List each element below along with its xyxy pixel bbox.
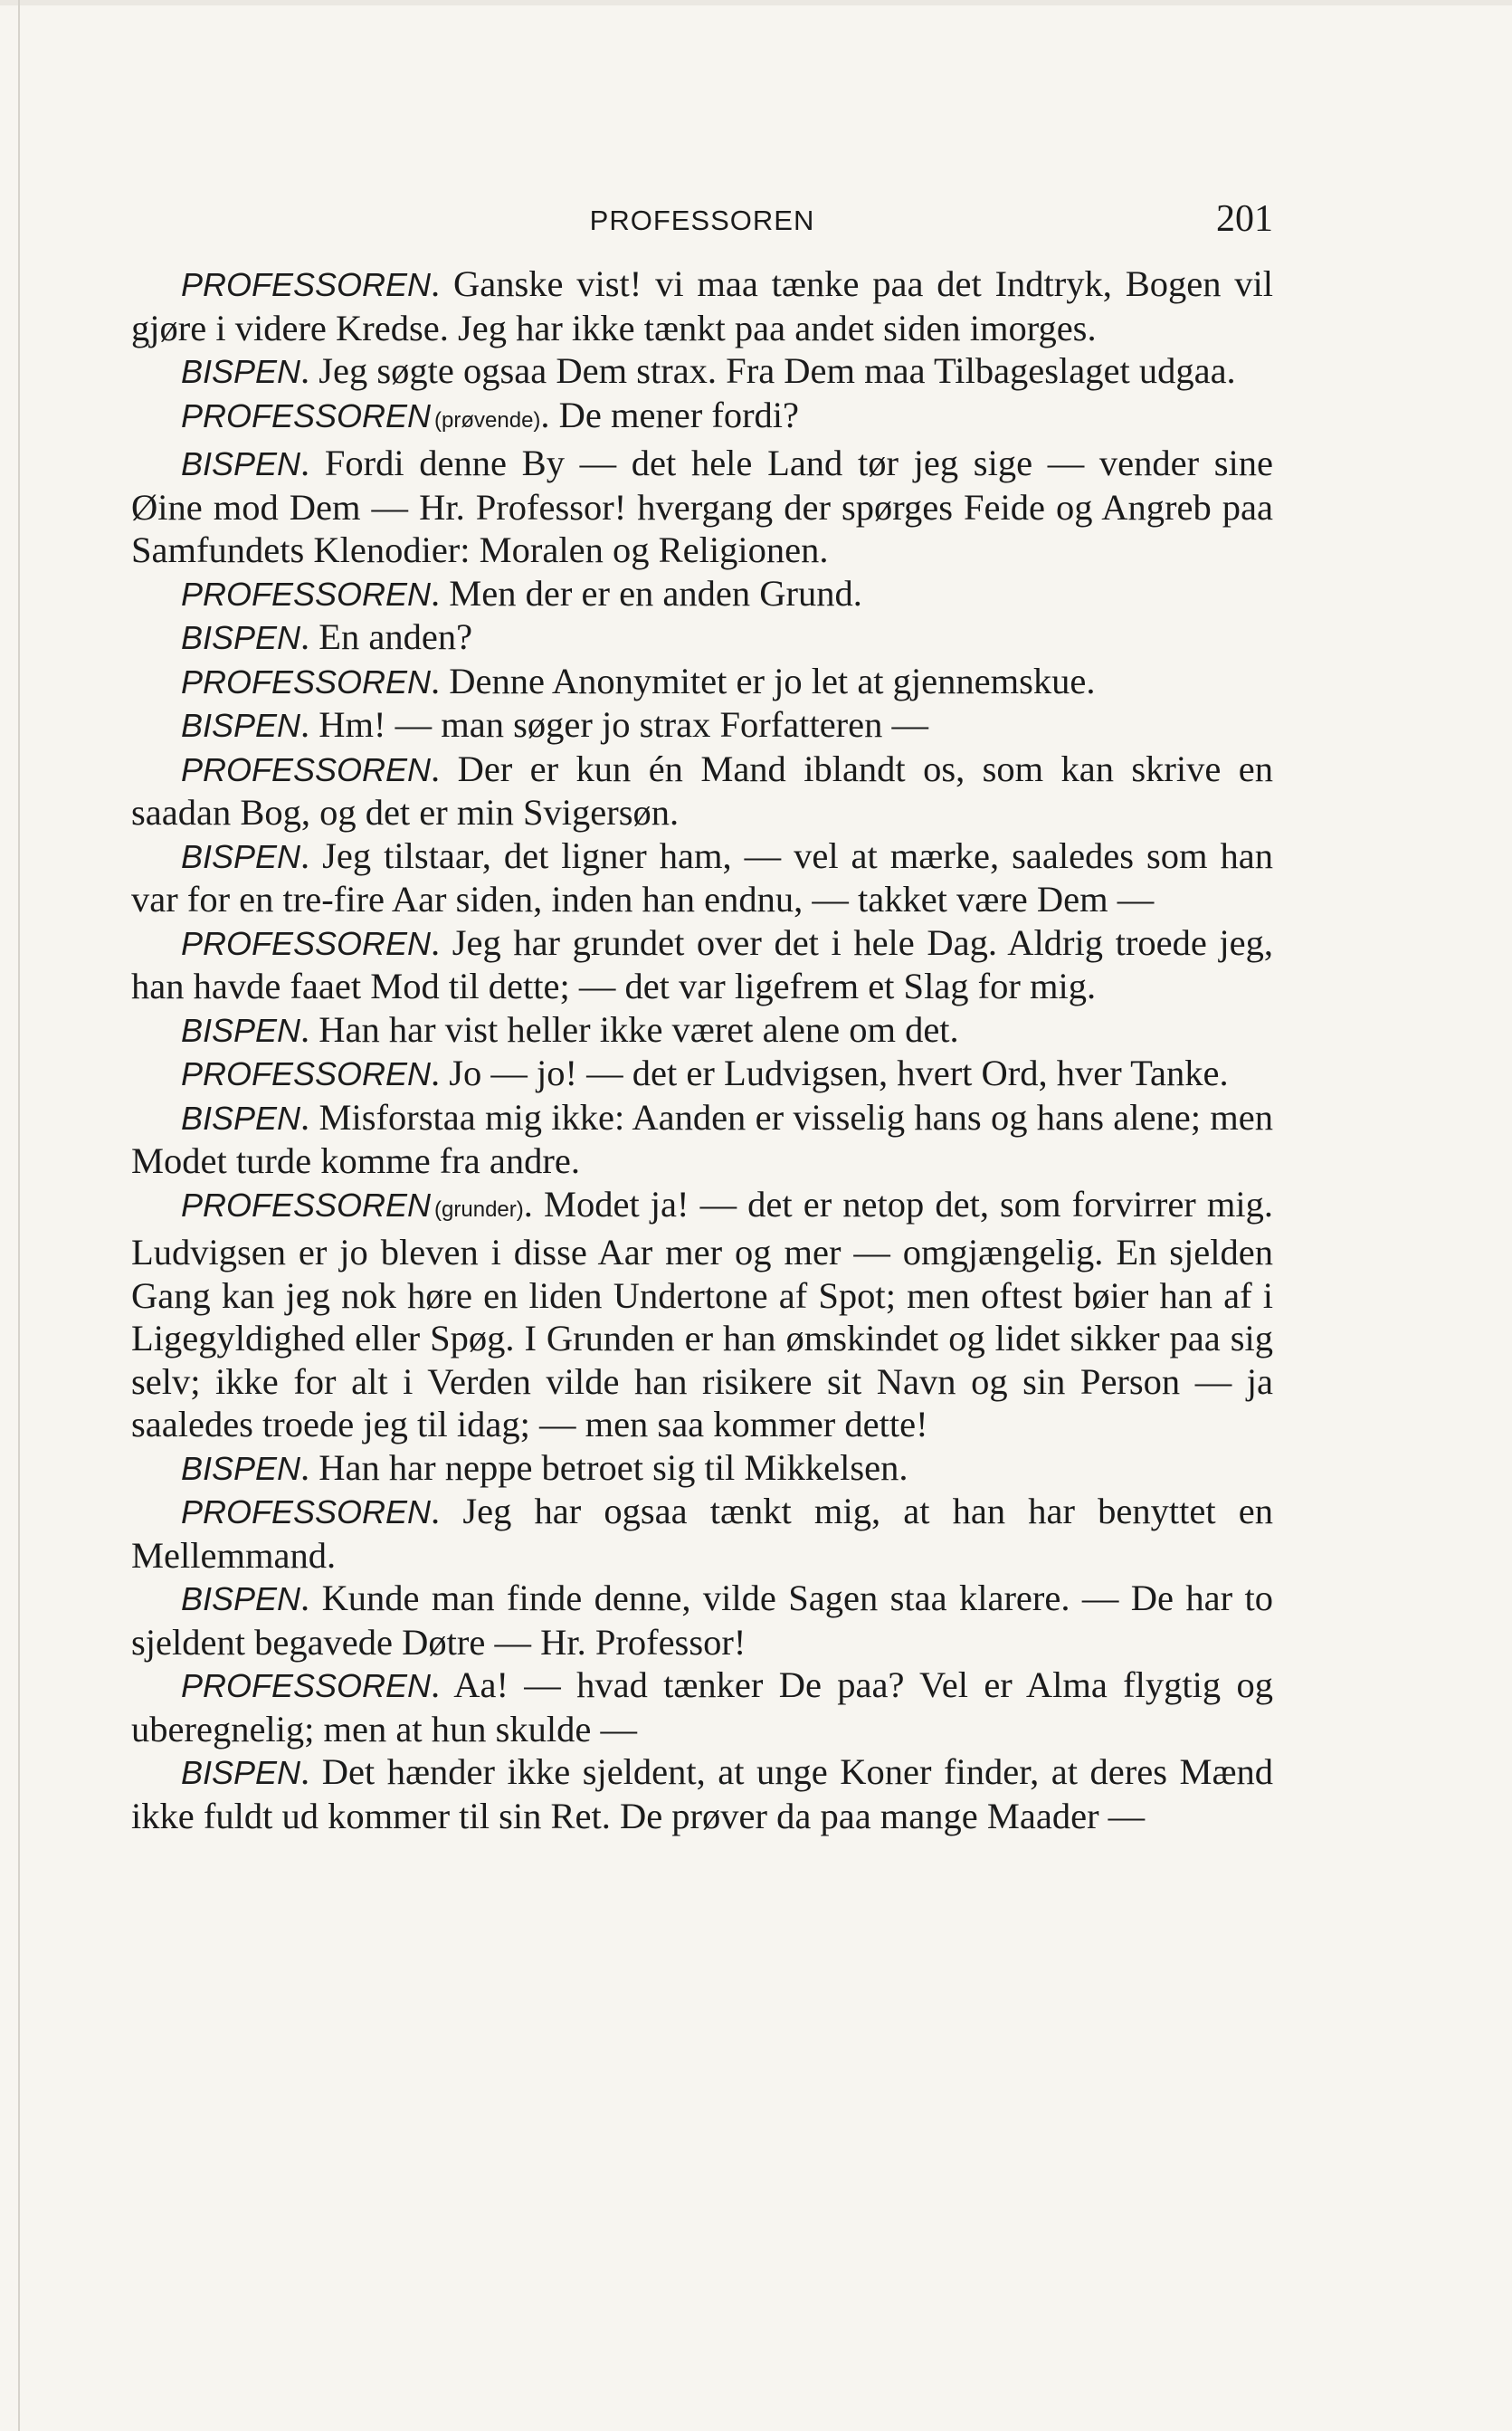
- speaker-name: PROFESSOREN: [181, 924, 432, 962]
- speech: PROFESSOREN. Aa! — hvad tænker De paa? Vel er Alma flygtig og uberegnelig; men at hun skulde —: [131, 1664, 1273, 1749]
- speech: PROFESSOREN. Jeg har grundet over det i hele Dag. Aldrig troede jeg, han havde faaet Mod til dette; — det var ligefrem et Slag for mig.: [131, 921, 1273, 1006]
- speech: PROFESSOREN. Ganske vist! vi maa tænke paa det Indtryk, Bogen vil gjøre i videre Kredse. Jeg har ikke tænkt paa andet siden imorges.: [131, 263, 1274, 348]
- page-left-edge: [18, 0, 20, 2431]
- speaker-name: BISPEN: [181, 707, 301, 744]
- speech-text: Hm! — man søger jo strax Forfatteren —: [319, 704, 929, 745]
- speaker-name: BISPEN: [181, 445, 301, 482]
- speaker-name: PROFESSOREN: [181, 1493, 432, 1530]
- speech-text: Han har neppe betroet sig til Mikkelsen.: [319, 1446, 908, 1488]
- speaker-name: BISPEN: [181, 1099, 301, 1137]
- speaker-name: BISPEN: [181, 837, 301, 875]
- speech: BISPEN. Han har vist heller ikke været alene om det.: [181, 1008, 959, 1050]
- speech-text: Ganske vist! vi maa tænke paa det Indtryk, Bogen vil gjøre i videre Kredse. Jeg har ikke tænkt paa andet siden imorges.: [131, 263, 1274, 348]
- stage-direction: (grunder): [434, 1196, 524, 1222]
- play-text: [131, 262, 1273, 1837]
- speaker-name: BISPEN: [181, 353, 301, 390]
- speaker-name: BISPEN: [181, 1449, 301, 1487]
- speaker-name: BISPEN: [181, 619, 301, 656]
- speech: BISPEN. Hm! — man søger jo strax Forfatteren —: [181, 704, 929, 745]
- speaker-name: PROFESSOREN: [181, 1055, 432, 1092]
- speech: PROFESSOREN (grunder). Modet ja! — det er netop det, som forvirrer mig. Ludvigsen er jo bleven i disse Aar mer og mer — omgjængelig. En sjelden Gang kan jeg nok høre en liden Undertone af Spot; men oftest bøier han af i Ligegyldighed eller Spøg. I Grunden er han ømskindet og lidet sikker paa sig selv; ikke for alt i Verden vilde han risikere sit Navn og sin Person — ja saaledes troede jeg til idag; — men saa kommer dette!: [131, 1183, 1274, 1444]
- speech: PROFESSOREN (prøvende). De mener fordi?: [181, 394, 800, 435]
- speech: BISPEN. Jeg søgte ogsaa Dem strax. Fra Dem maa Tilbageslaget udgaa.: [181, 350, 1236, 391]
- speech: BISPEN. Han har neppe betroet sig til Mikkelsen.: [181, 1446, 908, 1488]
- speech-text: En anden?: [319, 616, 473, 657]
- running-head: [131, 197, 1273, 243]
- page-top-edge: [0, 0, 1512, 5]
- speech-text: Modet ja! — det er netop det, som forvirrer mig. Ludvigsen er jo bleven i disse Aar mer og mer — omgjængelig. En sjelden Gang kan jeg nok høre en liden Undertone af Spot; men oftest bøier han af i Ligegyldighed eller Spøg. I Grunden er han ømskindet og lidet sikker paa sig selv; ikke for alt i Verden vilde han risikere sit Navn og sin Person — ja saaledes troede jeg til idag; — men saa kommer dette!: [131, 1183, 1274, 1444]
- speech: BISPEN. Kunde man finde denne, vilde Sagen staa klarere. — De har to sjeldent begavede Døtre — Hr. Professor!: [131, 1578, 1273, 1663]
- stage-direction: (prøvende): [434, 407, 541, 433]
- speech: PROFESSOREN. Jo — jo! — det er Ludvigsen, hvert Ord, hver Tanke.: [181, 1053, 1229, 1093]
- speech-text: Misforstaa mig ikke: Aanden er visselig hans og hans alene; men Modet turde komme fra andre.: [131, 1096, 1274, 1181]
- speech-text: Han har vist heller ikke været alene om det.: [319, 1008, 959, 1050]
- speech: BISPEN. En anden?: [181, 616, 473, 657]
- speech-text: Jeg har ogsaa tænkt mig, at han har benyttet en Mellemmand.: [131, 1491, 1273, 1576]
- page-number: 201: [1216, 198, 1273, 240]
- speech: PROFESSOREN. Der er kun én Mand iblandt os, som kan skrive en saadan Bog, og det er min Svigersøn.: [131, 748, 1274, 833]
- speech-text: Jeg tilstaar, det ligner ham, — vel at mærke, saaledes som han var for en tre-fire Aar siden, inden han endnu, — takket være Dem —: [131, 834, 1274, 920]
- speech: PROFESSOREN. Denne Anonymitet er jo let at gjennemskue.: [181, 660, 1096, 701]
- speaker-name: BISPEN: [181, 1754, 301, 1791]
- speaker-name: PROFESSOREN: [181, 750, 432, 788]
- speech: BISPEN. Fordi denne By — det hele Land tør jeg sige — vender sine Øine mod Dem — Hr. Professor! hvergang der spørges Feide og Angreb paa Samfundets Klenodier: Moralen og Religionen.: [131, 443, 1274, 570]
- speaker-name: BISPEN: [181, 1580, 301, 1617]
- speaker-name: PROFESSOREN: [181, 663, 432, 701]
- speech-text: Aa! — hvad tænker De paa? Vel er Alma flygtig og uberegnelig; men at hun skulde —: [131, 1664, 1273, 1749]
- speech-text: Kunde man finde denne, vilde Sagen staa klarere. — De har to sjeldent begavede Døtre — Hr. Professor!: [131, 1578, 1273, 1663]
- speech-text: Jo — jo! — det er Ludvigsen, hvert Ord, hver Tanke.: [449, 1053, 1229, 1093]
- speaker-name: PROFESSOREN: [181, 266, 432, 303]
- speech-text: Fordi denne By — det hele Land tør jeg sige — vender sine Øine mod Dem — Hr. Professor! hvergang der spørges Feide og Angreb paa Samfundets Klenodier: Moralen og Religionen.: [131, 443, 1274, 570]
- speech-text: Men der er en anden Grund.: [449, 572, 862, 614]
- speaker-name: PROFESSOREN: [181, 1186, 432, 1224]
- speech-text: De mener fordi?: [558, 394, 800, 435]
- speech-text: Det hænder ikke sjeldent, at unge Koner finder, at deres Mænd ikke fuldt ud kommer til sin Ret. De prøver da paa mange Maader —: [131, 1751, 1273, 1836]
- speech-text: Jeg har grundet over det i hele Dag. Aldrig troede jeg, han havde faaet Mod til dette; — det var ligefrem et Slag for mig.: [131, 921, 1273, 1006]
- speaker-name: PROFESSOREN: [181, 1667, 432, 1704]
- speaker-name: BISPEN: [181, 1011, 301, 1049]
- speech-text: Denne Anonymitet er jo let at gjennemskue.: [449, 660, 1096, 701]
- speech: BISPEN. Det hænder ikke sjeldent, at unge Koner finder, at deres Mænd ikke fuldt ud kommer til sin Ret. De prøver da paa mange Maader —: [131, 1751, 1273, 1836]
- speech: PROFESSOREN. Jeg har ogsaa tænkt mig, at han har benyttet en Mellemmand.: [131, 1491, 1273, 1576]
- speech: BISPEN. Jeg tilstaar, det ligner ham, — vel at mærke, saaledes som han var for en tre-fire Aar siden, inden han endnu, — takket være Dem —: [131, 834, 1274, 920]
- speech-text: Der er kun én Mand iblandt os, som kan skrive en saadan Bog, og det er min Svigersøn.: [131, 748, 1274, 833]
- speech-text: Jeg søgte ogsaa Dem strax. Fra Dem maa Tilbageslaget udgaa.: [319, 350, 1236, 391]
- speaker-name: PROFESSOREN: [181, 575, 432, 613]
- running-title: PROFESSOREN: [589, 205, 815, 236]
- speech: BISPEN. Misforstaa mig ikke: Aanden er visselig hans og hans alene; men Modet turde komme fra andre.: [131, 1096, 1274, 1181]
- speech: PROFESSOREN. Men der er en anden Grund.: [181, 572, 862, 614]
- speaker-name: PROFESSOREN: [181, 396, 432, 434]
